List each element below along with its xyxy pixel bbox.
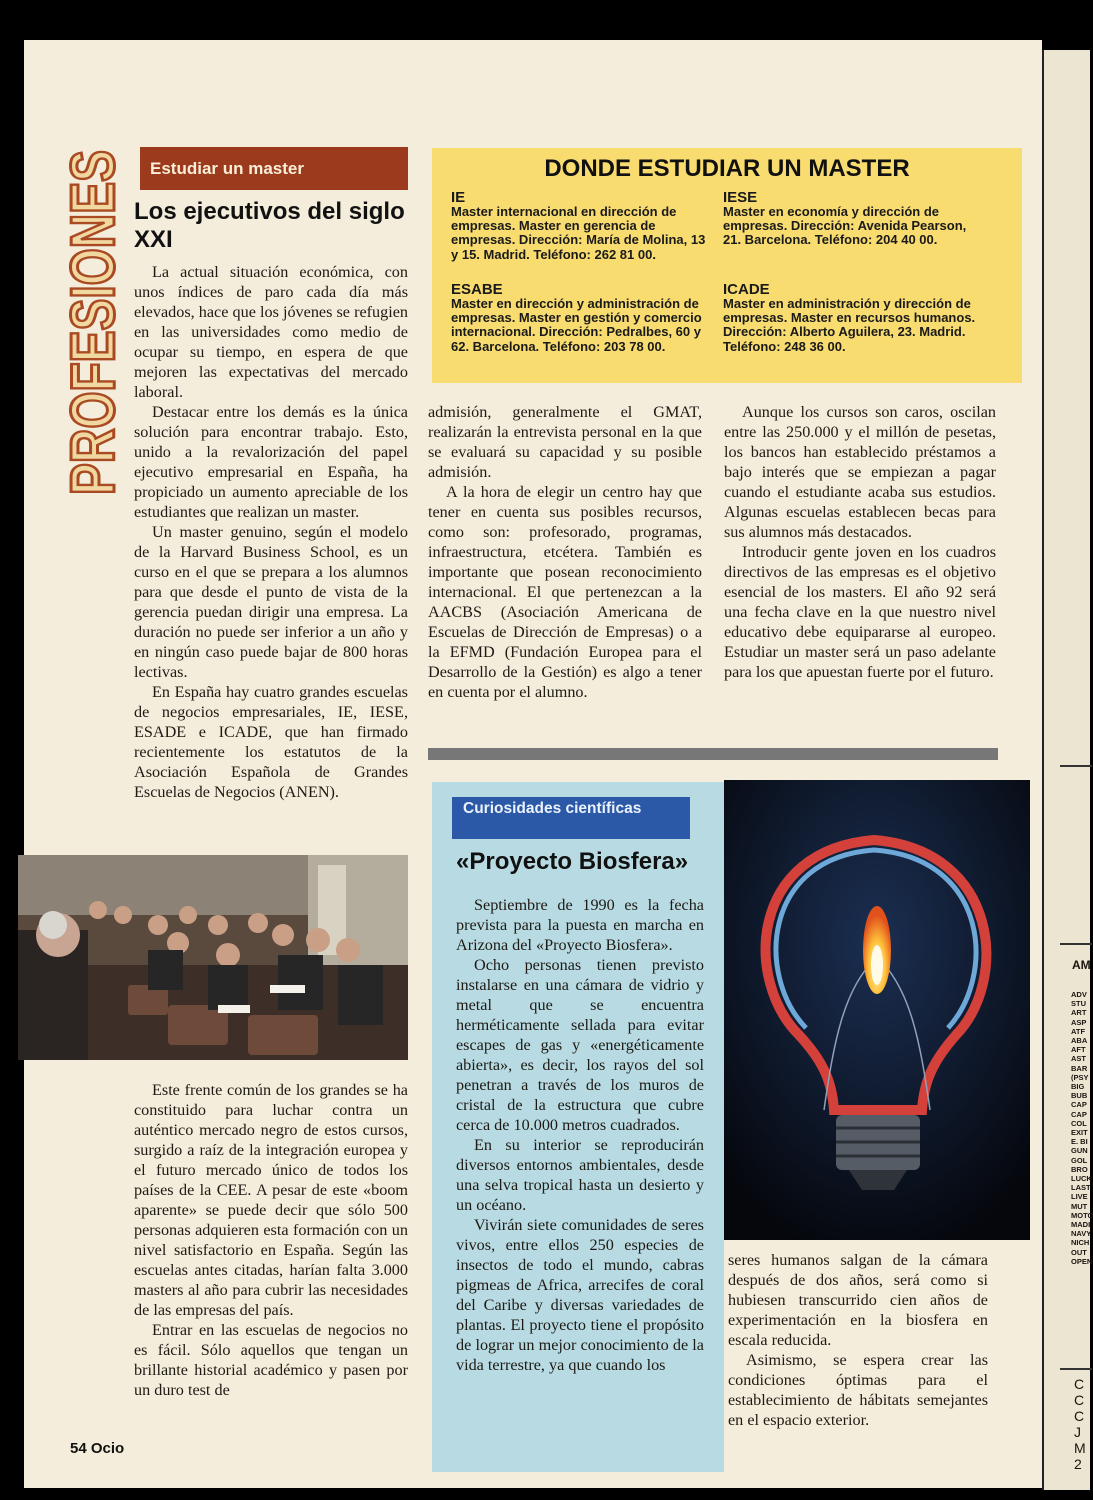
paragraph: Este frente común de los grandes se ha constituido para luchar contra un auténtico mercado negro de estos cursos, surgido a raíz de la integración europea y el futuro mercado único de todos los países de la CEE. A pesar de este «boom aparente» se puede decir que sólo 500 personas adquieren esta formación con un nivel satisfactorio en España. Según las escuelas antes citadas, harían falta 3.000 masters al año para cubrir las necesidades de las empresas del país. xyxy=(134,1081,408,1319)
adjacent-list-item: MADI xyxy=(1071,1220,1091,1230)
school-details: Master en dirección y administración de empresas. Master en gestión y comercio internacional. Dirección: Pedralbes, 60 y 62. Barcelona. Teléfono: 203 78 00. xyxy=(451,296,702,354)
classroom-photo xyxy=(18,855,408,1060)
adjacent-page-header: AM xyxy=(1072,958,1091,972)
adjacent-list-item: NAVY xyxy=(1071,1229,1092,1239)
section-tab: Estudiar un master xyxy=(140,147,408,190)
adjacent-list-item: GUN xyxy=(1071,1146,1088,1156)
adjacent-list-item: BUB xyxy=(1071,1091,1088,1101)
adjacent-list-item: CAP xyxy=(1071,1109,1087,1119)
adjacent-list-item: MUT xyxy=(1071,1201,1088,1211)
adjacent-bottom-line: C xyxy=(1074,1376,1085,1392)
page-folio: 54 Ocio xyxy=(70,1440,125,1457)
adjacent-list-item: BIG xyxy=(1071,1082,1085,1092)
adjacent-page-bottom-text xyxy=(1074,1376,1086,1472)
school-name: IE xyxy=(451,189,466,206)
adjacent-list-item: OPEN xyxy=(1071,1256,1093,1266)
adjacent-bottom-line: M xyxy=(1074,1440,1086,1456)
paragraph: En España hay cuatro grandes escuelas de negocios empresariales, IE, IESE, ESADE e ICADE, que han firmado recientemente los estatutos de la Asociación Española de Grandes Escuelas de Negocios (ANEN). xyxy=(134,683,408,801)
adjacent-page-edge xyxy=(1042,50,1090,1490)
science-text-continued xyxy=(728,1250,988,1430)
adjacent-list-item: STU xyxy=(1071,999,1086,1009)
adjacent-bottom-line: 2 xyxy=(1074,1456,1082,1472)
paragraph: Aunque los cursos son caros, oscilan entre las 250.000 y el millón de pesetas, los bancos han establecido préstamos a bajo interés que se empiezan a pagar cuando el estudiante acaba sus estudios. Algunas escuelas establecen becas para sus alumnos más destacados. xyxy=(724,403,996,541)
school-esabe xyxy=(451,282,707,354)
adjacent-list-item: BRO xyxy=(1071,1164,1088,1174)
adjacent-list-item: ASP xyxy=(1071,1017,1087,1027)
adjacent-list-item: OUT xyxy=(1071,1247,1087,1257)
adjacent-list-item: CAP xyxy=(1071,1100,1087,1110)
paragraph: Entrar en las escuelas de negocios no es fácil. Sólo aquellos que tengan un brillante historial académico y pasen por un duro test de xyxy=(134,1321,408,1399)
article-column-3 xyxy=(724,402,996,682)
school-ie xyxy=(451,190,707,262)
section-divider xyxy=(428,748,998,760)
adjacent-list-item: E. BI xyxy=(1071,1137,1088,1147)
box-title: DONDE ESTUDIAR UN MASTER xyxy=(544,155,910,182)
adjacent-list-item: GOL xyxy=(1071,1155,1088,1165)
adjacent-list-item: ART xyxy=(1071,1008,1087,1018)
adjacent-page-list xyxy=(1071,990,1093,1266)
adjacent-list-item: ATF xyxy=(1071,1026,1086,1036)
adjacent-list-item: LAST xyxy=(1071,1183,1091,1193)
paragraph: Introducir gente joven en los cuadros directivos de las empresas es el objetivo esencial de los masters. El año 92 será una fecha clave en la que nuestro nivel educativo debe equipararse al europeo. Estudiar un master será un paso adelante para los que apuestan fuerte por el futuro. xyxy=(724,543,996,681)
science-headline: «Proyecto Biosfera» xyxy=(456,848,689,875)
article-column-1 xyxy=(134,262,408,802)
adjacent-bottom-line: C xyxy=(1074,1408,1085,1424)
school-details: Master en administración y dirección de empresas. Master en recursos humanos. Dirección: Alberto Aguilera, 23. Madrid. Teléfono: 248 36 00. xyxy=(723,296,976,354)
paragraph: La actual situación económica, con unos índices de paro cada día más elevados, hace que los jóvenes se refugien en las universidades como medio de ocupar su tiempo, en espera de que mejoren las expectativas del mercado laboral. xyxy=(134,263,408,401)
adjacent-list-item: (PSY xyxy=(1071,1072,1089,1082)
paragraph: seres humanos salgan de la cámara después de dos años, será como si hubiesen transcurrido cien años de experimentación en la biosfera en escala reducida. xyxy=(728,1251,988,1349)
adjacent-list-item: BAR xyxy=(1071,1063,1088,1073)
paragraph: admisión, generalmente el GMAT, realizarán la entrevista personal en la que se evaluará su capacidad y su posible admisión. xyxy=(428,403,702,481)
section-vertical-title xyxy=(50,47,130,500)
adjacent-list-item: COL xyxy=(1071,1118,1087,1128)
adjacent-list-item: MOTO xyxy=(1071,1210,1093,1220)
school-name: IESE xyxy=(723,189,758,206)
science-tab: Curiosidades científicas xyxy=(452,797,690,839)
article-column-2 xyxy=(428,402,702,702)
paragraph: Vivirán siete comunidades de seres vivos, entre ellos 250 especies de insectos de todo el mundo, cabras pigmeas de Africa, arrecifes de coral del Caribe y diversas variedades de plantas. El proyecto tiene el propósito de lograr un mejor conocimiento de la vida terrestre, ya que cuando los xyxy=(456,1216,704,1374)
adjacent-list-item: NICH xyxy=(1071,1238,1090,1248)
school-details: Master internacional en dirección de empresas. Master en gerencia de empresas. Dirección: María de Molina, 13 y 15. Madrid. Teléfono: 262 81 00. xyxy=(451,204,706,262)
paragraph: Asimismo, se espera crear las condiciones óptimas para el establecimiento de hábitats semejantes en el espacio exterior. xyxy=(728,1351,988,1429)
school-details: Master en economía y dirección de empresas. Dirección: Avenida Pearson, 21. Barcelona. Teléfono: 204 40 00. xyxy=(723,204,967,248)
paragraph: Un master genuino, según el modelo de la Harvard Business School, es un curso en el que se prepara a los alumnos para que desde el punto de vista de la gerencia puedan dirigir una empresa. La duración no puede ser inferior a un año y en ningún caso puede bajar de 800 horas lectivas. xyxy=(134,523,408,681)
paragraph: Septiembre de 1990 es la fecha prevista para la puesta en marcha en Arizona del «Proyecto Biosfera». xyxy=(456,896,704,954)
paragraph: Ocho personas tienen previsto instalarse en una cámara de vidrio y metal que se encuentra herméticamente sellada para evitar escapes de gas y «energéticamente abierta», es decir, los rayos del sol penetran a través de los muros de cristal de la estructura que cubre cerca de 10.000 metros cuadrados. xyxy=(456,956,704,1134)
adjacent-list-item: AST xyxy=(1071,1054,1086,1064)
adjacent-bottom-line: J xyxy=(1074,1424,1081,1440)
school-name: ESABE xyxy=(451,281,503,298)
adjacent-bottom-line: C xyxy=(1074,1392,1085,1408)
lightbulb-flame-photo xyxy=(724,780,1030,1240)
paragraph: A la hora de elegir un centro hay que tener en cuenta sus posibles recursos, como son: profesorado, programas, infraestructura, etcétera. También es importante que posean reconocimiento internacional. El que pertenezcan a la AACBS (Asociación Americana de Escuelas de Dirección de Empresas) o a la EFMD (Fundación Europea para el Desarrollo de la Gestión) es algo a tener en cuenta por el alumno. xyxy=(428,483,702,701)
adjacent-list-item: ADV xyxy=(1071,990,1087,999)
adjacent-list-item: AFT xyxy=(1071,1045,1086,1055)
school-iese xyxy=(723,190,979,248)
adjacent-list-item: LUCK xyxy=(1071,1174,1092,1184)
paragraph: Destacar entre los demás es la única solución para encontrar trabajo. Esto, unido a la revalorización del papel ejecutivo empresarial en España, ha propiciado un aumento apreciable de los estudiantes que realizan un master. xyxy=(134,403,408,521)
school-icade xyxy=(723,282,979,354)
school-name: ICADE xyxy=(723,281,770,298)
svg-text:PROFESIONES: PROFESIONES xyxy=(59,47,128,495)
article-column-1-continued xyxy=(134,1080,408,1400)
article-headline: Los ejecutivos del siglo XXI xyxy=(134,198,405,253)
paragraph: En su interior se reproducirán diversos entornos ambientales, desde una selva tropical hasta un desierto y un océano. xyxy=(456,1136,704,1214)
adjacent-list-item: ABA xyxy=(1071,1036,1088,1046)
science-text xyxy=(456,895,704,1375)
adjacent-list-item: EXIT xyxy=(1071,1128,1088,1138)
adjacent-list-item: LIVE xyxy=(1071,1192,1088,1202)
